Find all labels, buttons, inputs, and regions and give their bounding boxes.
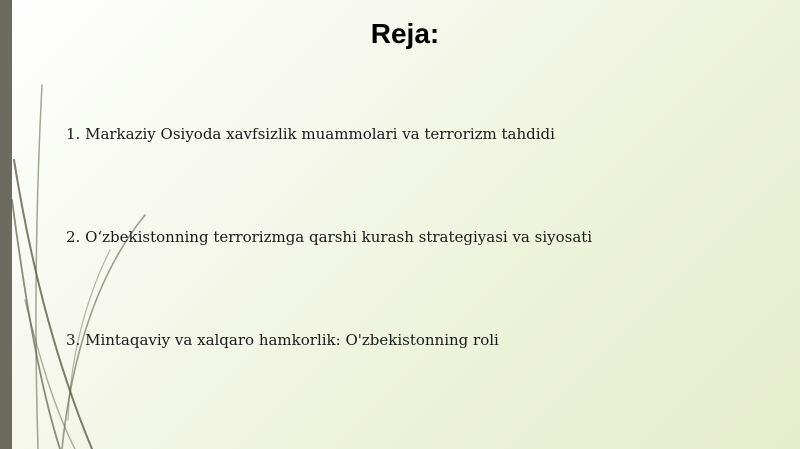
slide-title: Reja:	[370, 18, 440, 49]
grass-stroke-5	[25, 300, 75, 449]
plan-item-3: 3. Mintaqaviy va xalqaro hamkorlik: O'zbekistonning roli	[66, 331, 499, 349]
plan-item-1: 1. Markaziy Osiyoda xavfsizlik muammolari va terrorizm tahdidi	[66, 125, 555, 143]
grass-stroke-3	[36, 85, 42, 449]
plan-item-2: 2. O‘zbekistonning terrorizmga qarshi kurash strategiyasi va siyosati	[66, 228, 593, 246]
